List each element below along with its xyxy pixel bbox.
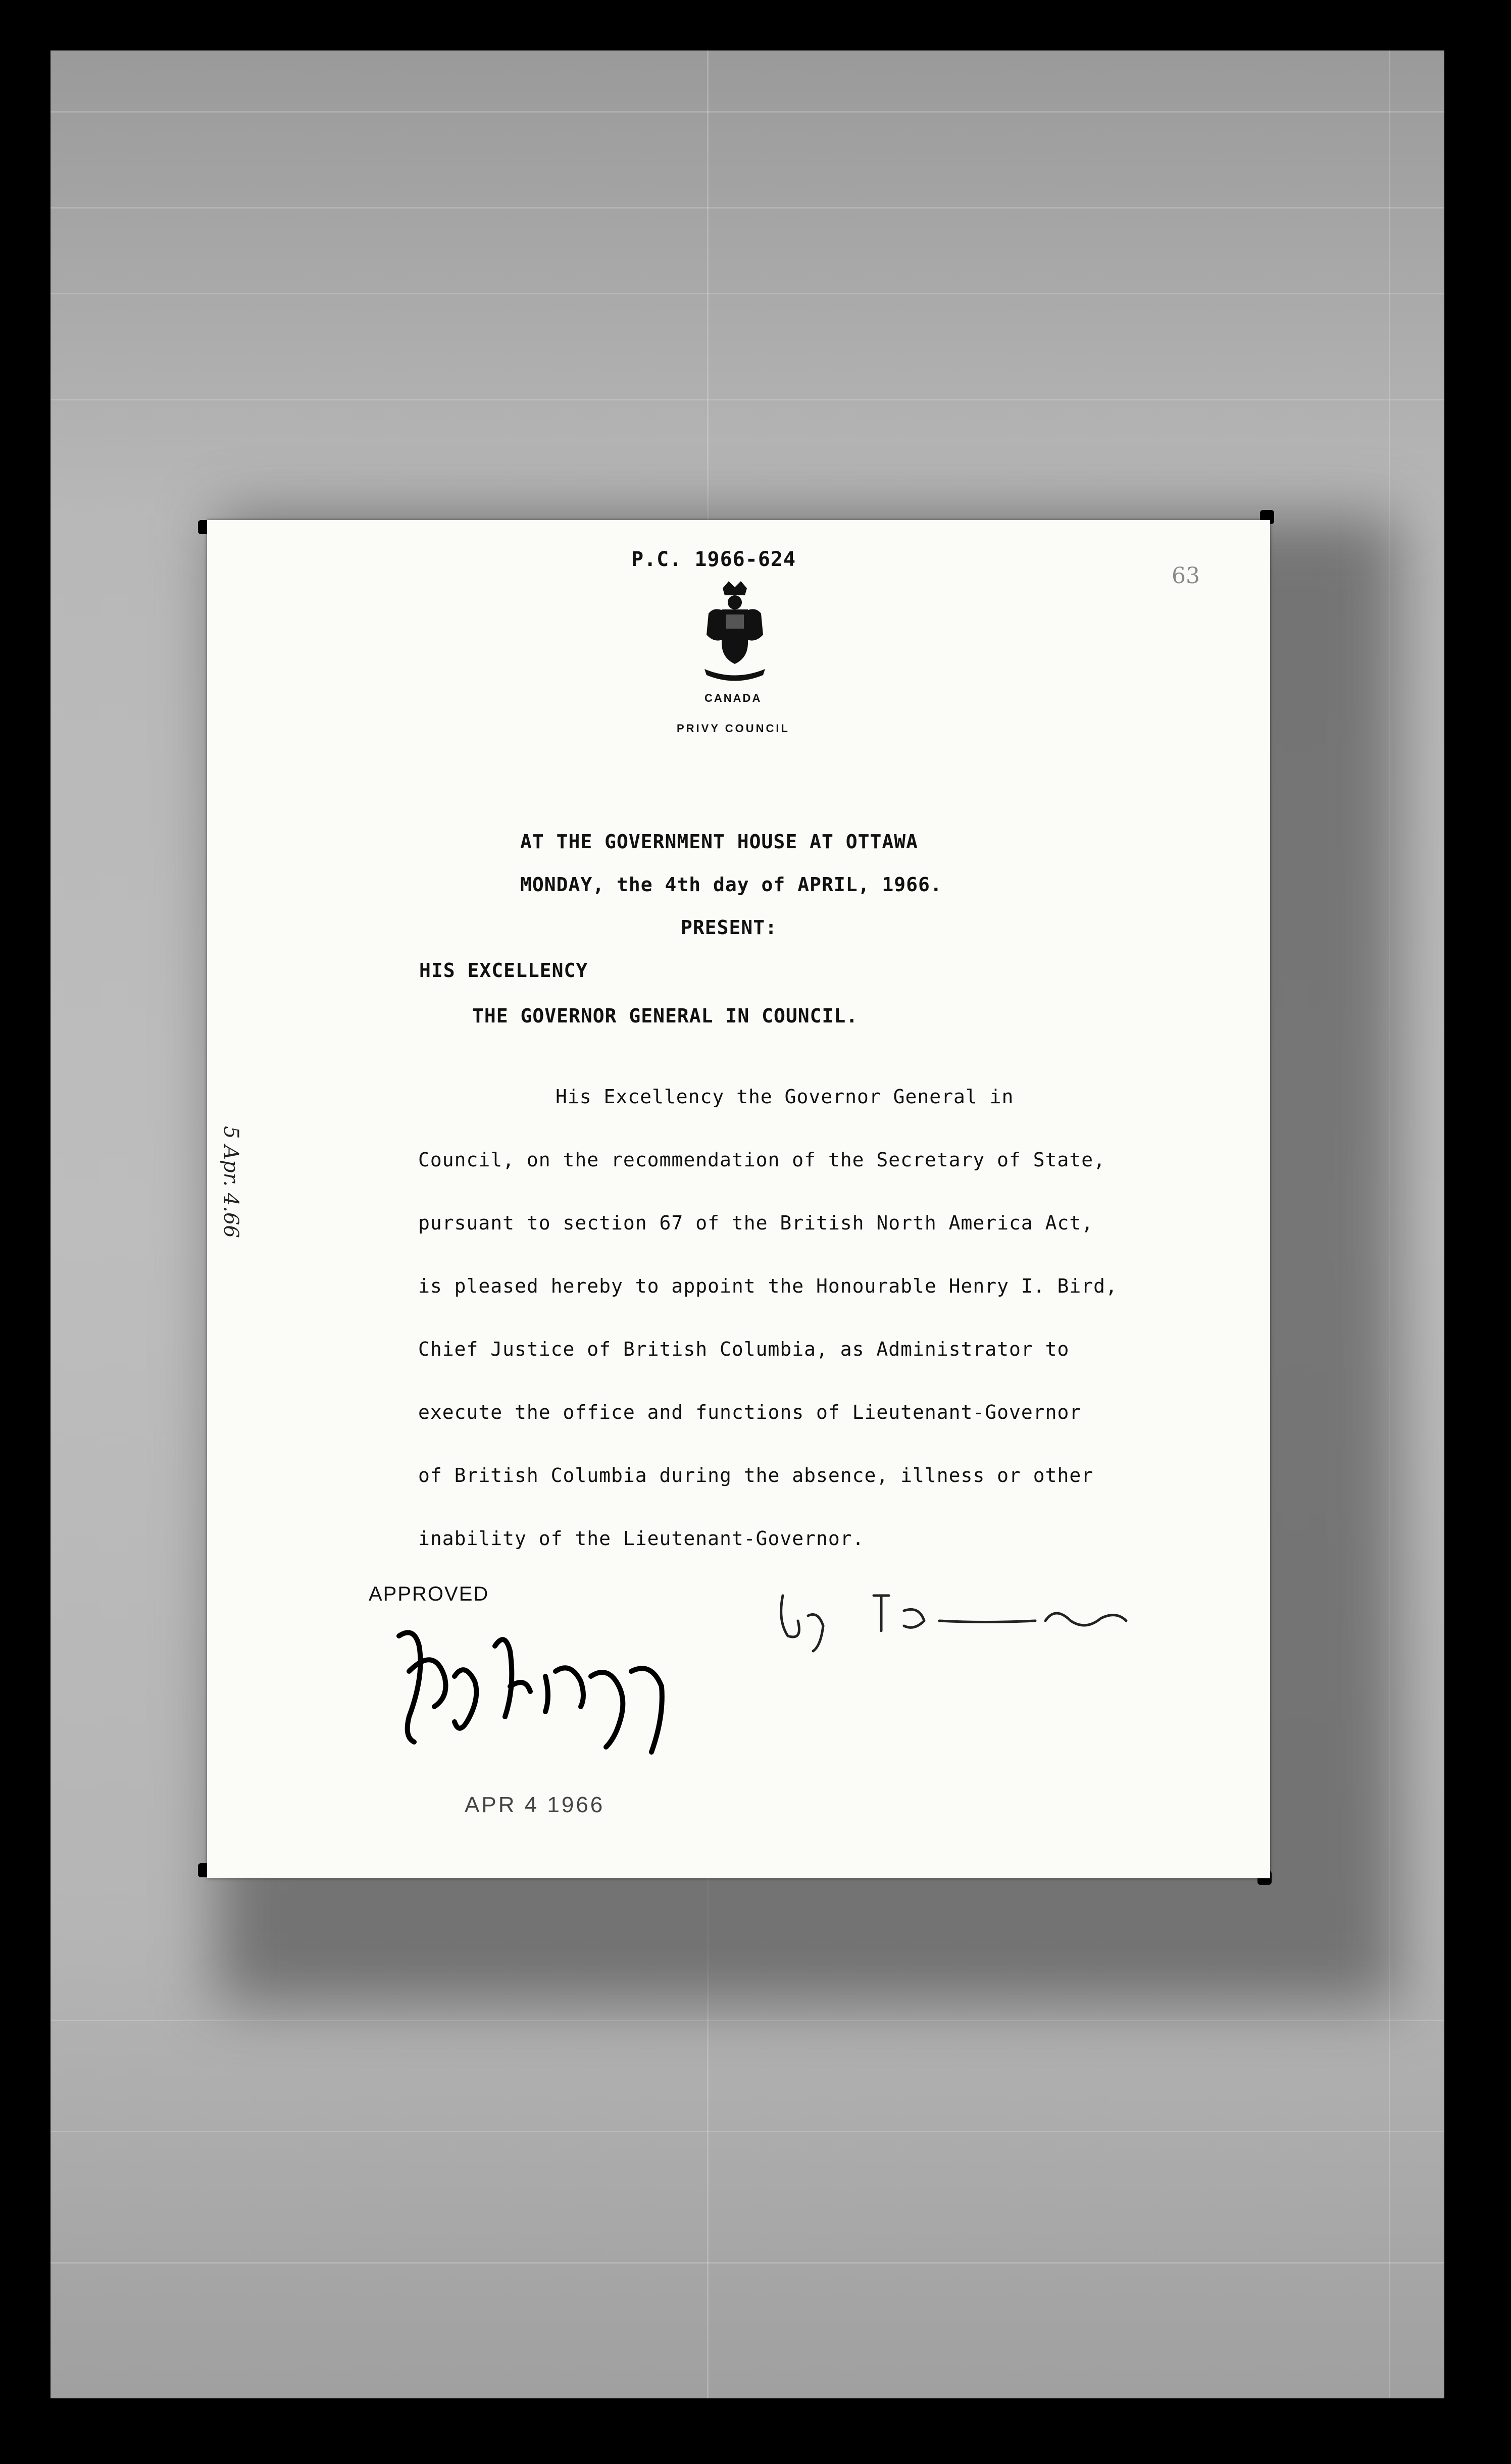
body-line: Council, on the recommendation of the Secretary of State, <box>418 1149 1106 1171</box>
approval-date-stamp: APR 4 1966 <box>465 1792 605 1817</box>
body-line: pursuant to section 67 of the British North America Act, <box>418 1212 1094 1234</box>
body-line: Chief Justice of British Columbia, as Administrator to <box>418 1338 1070 1360</box>
order-in-council-page <box>207 520 1270 1878</box>
governor-general-signature <box>379 1616 702 1757</box>
body-line: is pleased hereby to appoint the Honourable Henry I. Bird, <box>418 1275 1118 1297</box>
body-line: execute the office and functions of Lieutenant-Governor <box>418 1401 1082 1423</box>
letterhead-country: CANADA <box>704 692 762 704</box>
clerk-signature <box>773 1575 1136 1656</box>
page-number: 63 <box>1172 563 1200 589</box>
margin-note: 5 Apr. 4.66 <box>219 1126 242 1238</box>
addressee-line-2: THE GOVERNOR GENERAL IN COUNCIL. <box>472 1005 859 1027</box>
body-line: of British Columbia during the absence, illness or other <box>418 1464 1094 1486</box>
letterhead-office: PRIVY COUNCIL <box>677 722 790 735</box>
addressee-line-1: HIS EXCELLENCY <box>419 959 588 982</box>
heading-present: PRESENT: <box>681 916 778 939</box>
heading-place: AT THE GOVERNMENT HOUSE AT OTTAWA <box>520 831 918 853</box>
body-line: inability of the Lieutenant-Governor. <box>418 1527 865 1550</box>
heading-date: MONDAY, the 4th day of APRIL, 1966. <box>520 874 942 896</box>
coat-of-arms-icon <box>699 578 770 694</box>
body-line: His Excellency the Governor General in <box>556 1086 1014 1108</box>
approved-label: APPROVED <box>369 1583 489 1605</box>
order-number: P.C. 1966-624 <box>631 548 796 571</box>
